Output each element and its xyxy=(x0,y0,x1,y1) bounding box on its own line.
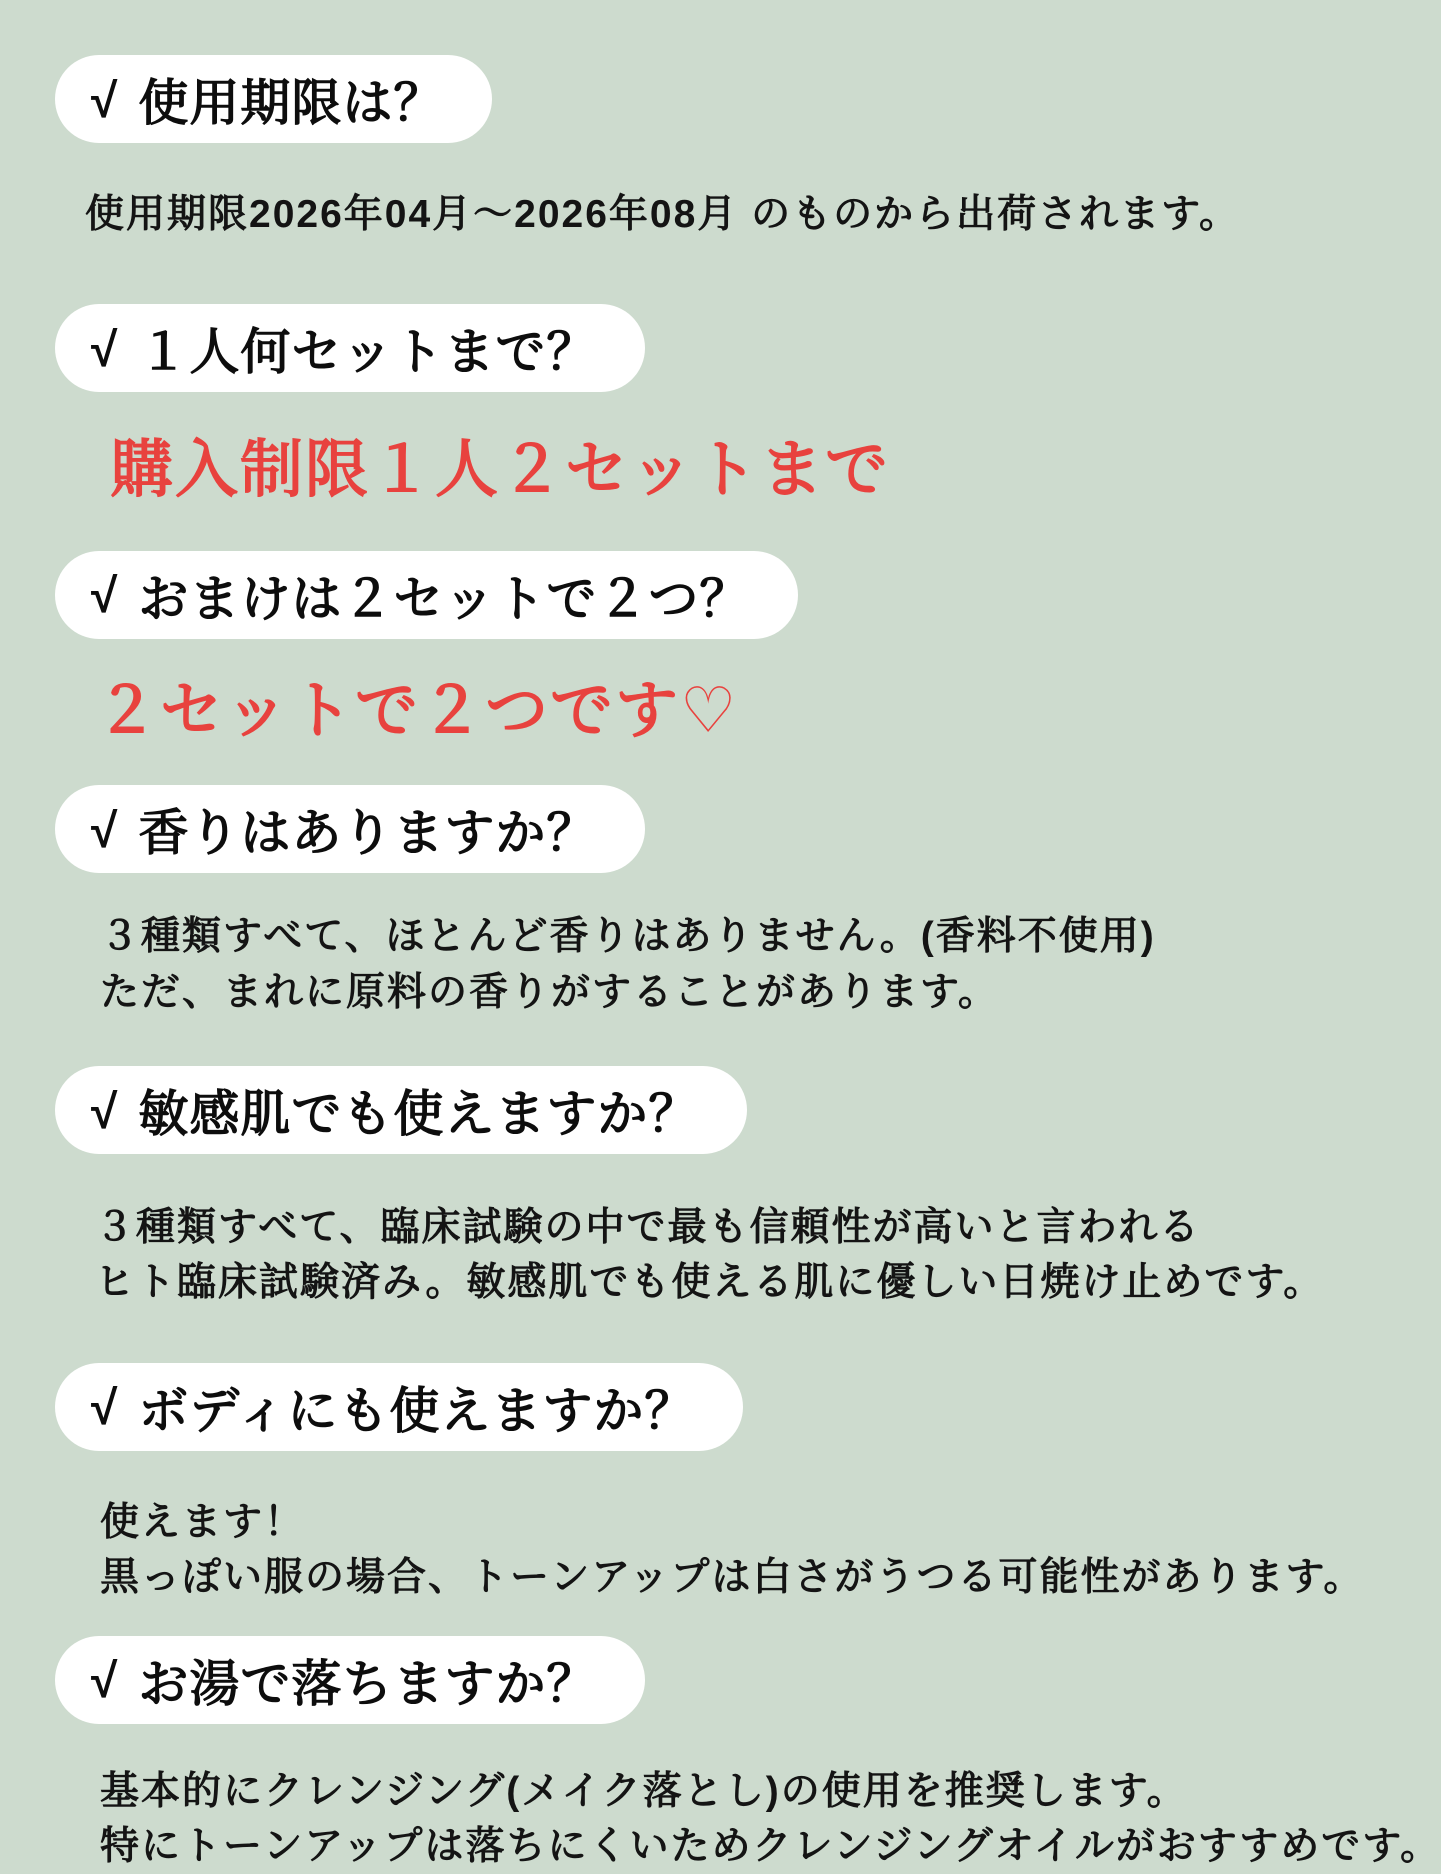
question-text: お湯で落ちますか？ xyxy=(138,1644,597,1716)
question-text: 香りはありますか？ xyxy=(138,793,597,865)
answer-line: 使えます！ xyxy=(100,1495,1400,1550)
question-text: 敏感肌でも使えますか？ xyxy=(138,1074,699,1146)
question-pill xyxy=(55,1363,743,1451)
answer-line: ３種類すべて、臨床試験の中で最も信頼性が高いと言われる xyxy=(95,1200,1400,1255)
faq-section-washing-off xyxy=(55,1636,1400,1874)
check-icon: √ xyxy=(91,804,118,859)
check-icon: √ xyxy=(91,74,118,129)
check-icon: √ xyxy=(91,1381,118,1436)
answer-line: 黒っぽい服の場合、トーンアップは白さがうつる可能性があります。 xyxy=(100,1550,1400,1605)
answer-block xyxy=(85,187,1400,242)
question-text: １人何セットまで？ xyxy=(138,312,597,384)
answer-line: 特にトーンアップは落ちにくいためクレンジングオイルがおすすめです。 xyxy=(100,1819,1400,1874)
question-pill xyxy=(55,304,645,392)
answer-block xyxy=(110,434,1400,506)
answer-block xyxy=(95,1200,1400,1311)
question-pill xyxy=(55,1066,747,1154)
answer-line: 基本的にクレンジング(メイク落とし)の使用を推奨します。 xyxy=(100,1764,1400,1819)
answer-block xyxy=(95,675,1400,747)
answer-line: ３種類すべて、ほとんど香りはありません。(香料不使用) xyxy=(100,909,1400,964)
answer-block xyxy=(100,909,1400,1020)
check-icon: √ xyxy=(91,1654,118,1709)
faq-section-expiry xyxy=(55,55,1400,242)
answer-line: 購入制限１人２セットまで xyxy=(110,434,1400,506)
faq-section-purchase-limit xyxy=(55,304,1400,506)
answer-line: ２セットで２つです♡ xyxy=(95,675,1400,747)
question-pill xyxy=(55,1636,645,1724)
check-icon: √ xyxy=(91,1085,118,1140)
answer-block xyxy=(100,1495,1400,1606)
answer-line: 使用期限2026年04月〜2026年08月 のものから出荷されます。 xyxy=(85,187,1400,242)
faq-section-fragrance xyxy=(55,785,1400,1020)
check-icon: √ xyxy=(91,323,118,378)
question-text: 使用期限は？ xyxy=(138,63,444,135)
faq-section-sensitive-skin xyxy=(55,1066,1400,1311)
question-pill xyxy=(55,551,798,639)
answer-block xyxy=(100,1764,1400,1874)
answer-line: ヒト臨床試験済み。敏感肌でも使える肌に優しい日焼け止めです。 xyxy=(95,1255,1400,1310)
faq-section-body-use xyxy=(55,1363,1400,1606)
check-icon: √ xyxy=(91,569,118,624)
answer-line: ただ、まれに原料の香りがすることがあります。 xyxy=(100,965,1400,1020)
faq-section-bonus xyxy=(55,551,1400,747)
question-pill xyxy=(55,55,492,143)
question-text: おまけは２セットで２つ？ xyxy=(138,559,750,631)
question-pill xyxy=(55,785,645,873)
question-text: ボディにも使えますか？ xyxy=(138,1371,695,1443)
